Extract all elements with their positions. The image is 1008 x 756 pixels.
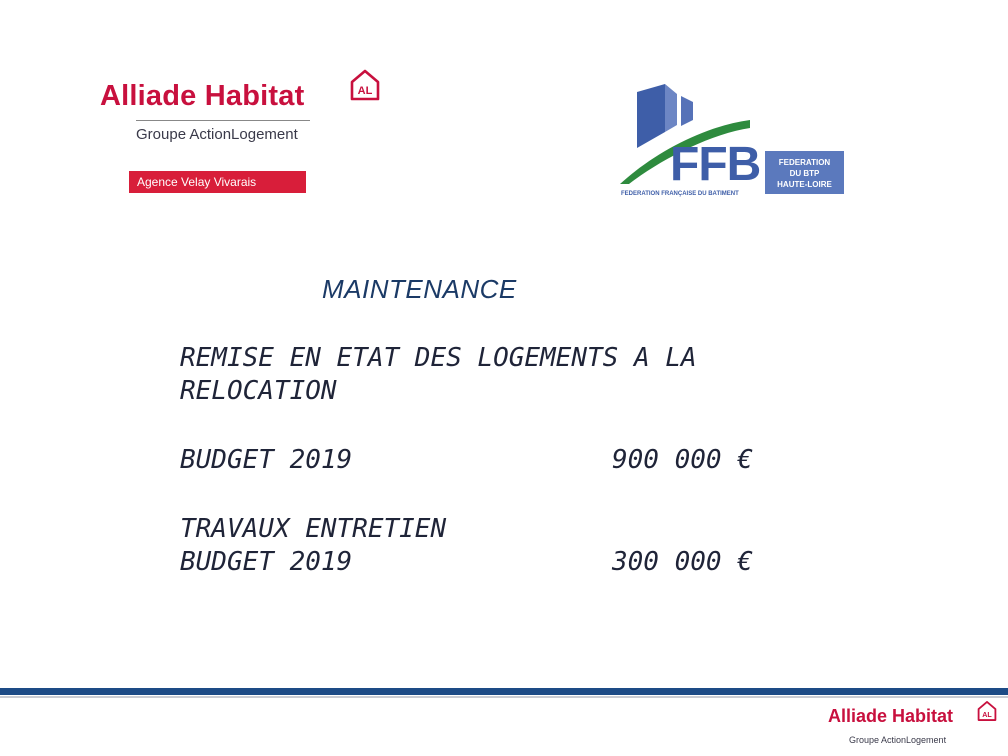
budget-row-2-label-line-1: TRAVAUX ENTRETIEN: [180, 514, 447, 544]
subtitle-line-1: REMISE EN ETAT DES LOGEMENTS A LA: [180, 343, 697, 373]
ffb-acronym: FFB: [670, 138, 761, 191]
subtitle-line-2: RELOCATION: [180, 376, 337, 406]
budget-row-1-label-line-1: BUDGET 2019: [180, 445, 353, 475]
footer-bar: [0, 688, 1008, 695]
footer-logo-mark-text: AL: [982, 710, 992, 719]
footer-rule: [0, 696, 1008, 698]
logo-brand-name: Alliade Habitat: [100, 80, 305, 112]
logo-group-name: Groupe ActionLogement: [136, 126, 298, 143]
al-house-icon: [348, 68, 382, 102]
ffb-box-line-1: FEDERATION: [778, 158, 831, 167]
ffb-subtitle: FEDERATION FRANÇAISE DU BATIMENT: [621, 191, 739, 197]
page-title: MAINTENANCE: [322, 274, 517, 304]
footer-alliade-logo: [828, 700, 1008, 756]
budget-row-2-value: 300 000 €: [612, 547, 753, 577]
logo-mark-text: AL: [357, 85, 373, 97]
ffb-box-line-3: HAUTE-LOIRE: [777, 180, 832, 189]
agency-badge: Agence Velay Vivarais: [129, 171, 306, 193]
footer-group-name: Groupe ActionLogement: [849, 735, 947, 745]
budget-row-2-label: [180, 513, 446, 579]
logo-divider: [136, 120, 310, 121]
footer-al-house-icon: [976, 700, 998, 722]
page-subtitle: [180, 342, 820, 408]
alliade-habitat-logo: [100, 68, 390, 148]
budget-row-1-label: [180, 444, 352, 477]
budget-row-1-value: 900 000 €: [612, 445, 753, 475]
ffb-logo: [615, 80, 850, 205]
budget-row-2-label-line-2: BUDGET 2019: [180, 547, 353, 577]
ffb-box-line-2: DU BTP: [789, 169, 820, 178]
footer-brand-name: Alliade Habitat: [828, 706, 954, 726]
